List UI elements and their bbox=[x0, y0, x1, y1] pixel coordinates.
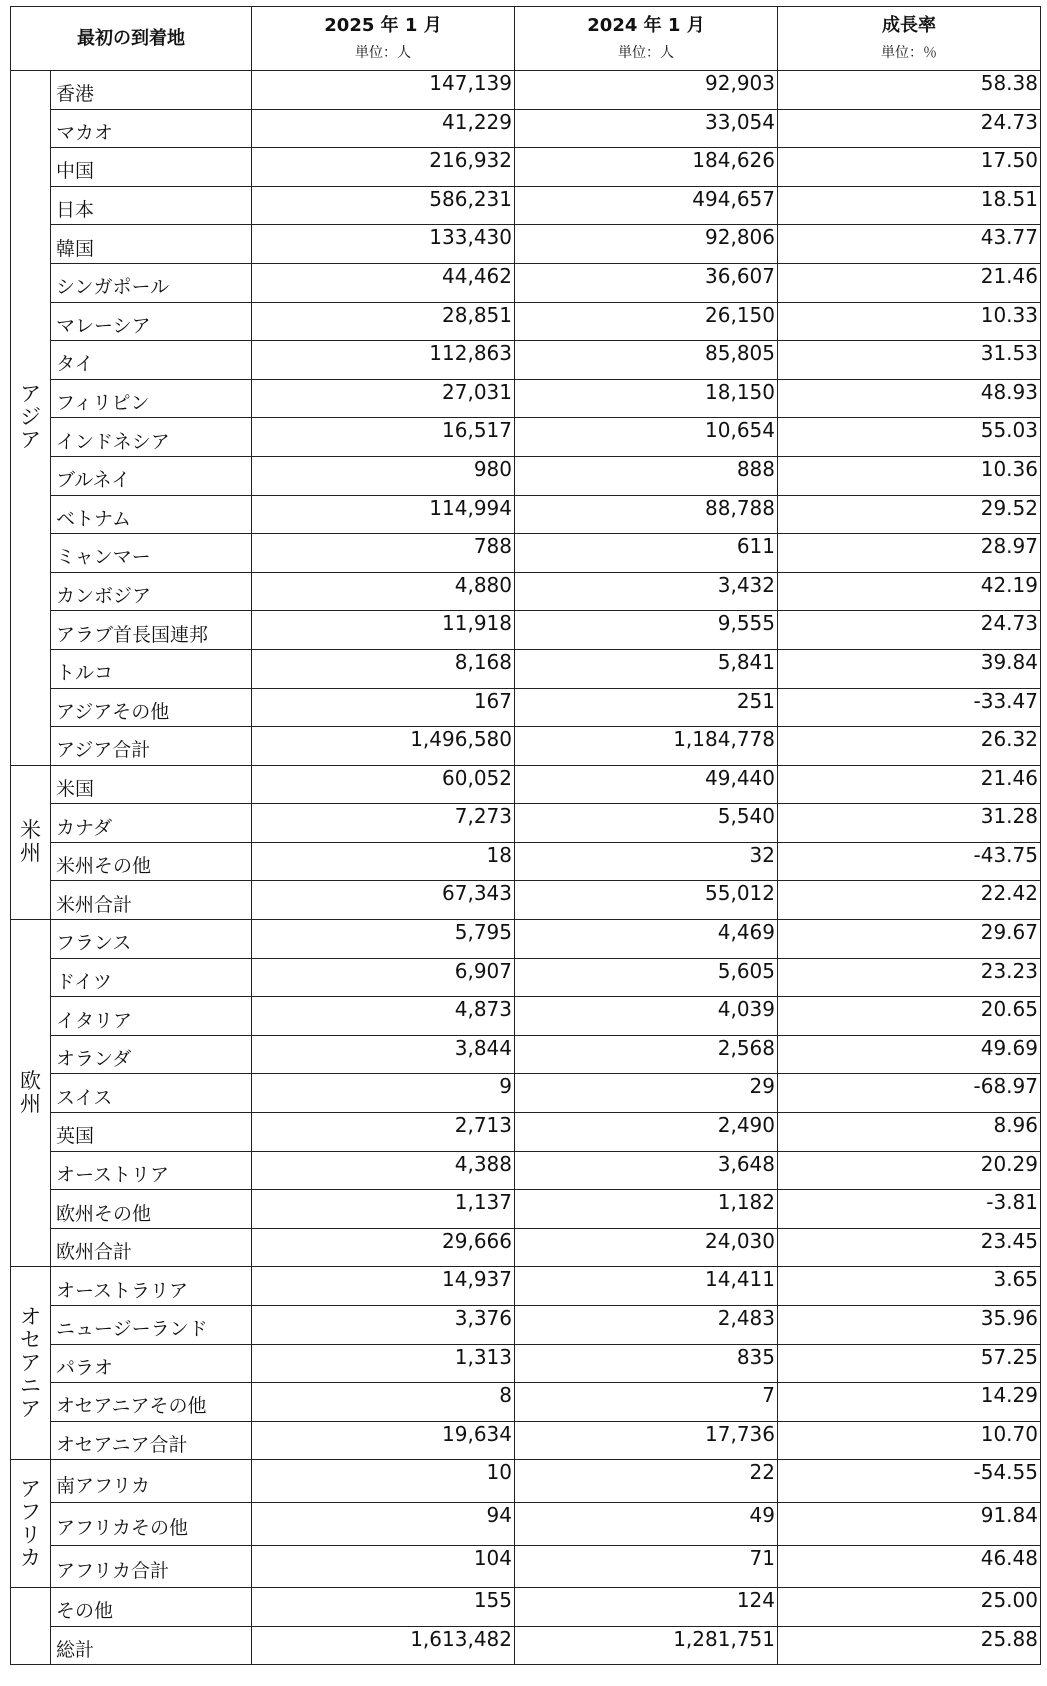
growth-rate: 57.25 bbox=[778, 1344, 1041, 1383]
country-name: 総計 bbox=[51, 1626, 252, 1665]
country-name: オセアニアその他 bbox=[51, 1383, 252, 1422]
growth-rate: 21.46 bbox=[778, 765, 1041, 804]
country-name: マカオ bbox=[51, 109, 252, 148]
header-2024-label: 2024 年 1 月 bbox=[587, 15, 705, 37]
region-label bbox=[11, 920, 51, 1267]
value-2024: 29 bbox=[515, 1074, 778, 1113]
country-name: 米州合計 bbox=[51, 881, 252, 920]
country-name: アジアその他 bbox=[51, 688, 252, 727]
value-2025: 14,937 bbox=[252, 1267, 515, 1306]
country-name: フランス bbox=[51, 920, 252, 959]
value-2025: 29,666 bbox=[252, 1228, 515, 1267]
value-2025: 9 bbox=[252, 1074, 515, 1113]
table-row bbox=[11, 379, 1041, 418]
header-growth-unit: 単位：％ bbox=[881, 44, 937, 61]
country-name: カンボジア bbox=[51, 572, 252, 611]
value-2024: 17,736 bbox=[515, 1421, 778, 1460]
value-2024: 124 bbox=[515, 1588, 778, 1627]
value-2024: 14,411 bbox=[515, 1267, 778, 1306]
table-row bbox=[11, 109, 1041, 148]
table-row bbox=[11, 418, 1041, 457]
value-2025: 216,932 bbox=[252, 148, 515, 187]
growth-rate: -54.55 bbox=[778, 1460, 1041, 1503]
country-name: 米国 bbox=[51, 765, 252, 804]
country-name: ベトナム bbox=[51, 495, 252, 534]
growth-rate: 39.84 bbox=[778, 649, 1041, 688]
table-row bbox=[11, 688, 1041, 727]
table-row bbox=[11, 1228, 1041, 1267]
value-2024: 184,626 bbox=[515, 148, 778, 187]
value-2025: 67,343 bbox=[252, 881, 515, 920]
value-2024: 7 bbox=[515, 1383, 778, 1422]
value-2024: 71 bbox=[515, 1545, 778, 1588]
value-2024: 5,605 bbox=[515, 958, 778, 997]
country-name: 欧州その他 bbox=[51, 1190, 252, 1229]
value-2024: 2,483 bbox=[515, 1306, 778, 1345]
table-row bbox=[11, 1588, 1041, 1627]
value-2025: 44,462 bbox=[252, 263, 515, 302]
growth-rate: 23.23 bbox=[778, 958, 1041, 997]
table-row bbox=[11, 1113, 1041, 1152]
country-name: 南アフリカ bbox=[51, 1460, 252, 1503]
value-2024: 18,150 bbox=[515, 379, 778, 418]
value-2025: 3,376 bbox=[252, 1306, 515, 1345]
table-row bbox=[11, 572, 1041, 611]
value-2025: 104 bbox=[252, 1545, 515, 1588]
growth-rate: 29.52 bbox=[778, 495, 1041, 534]
country-name: ブルネイ bbox=[51, 456, 252, 495]
table-row bbox=[11, 765, 1041, 804]
value-2024: 22 bbox=[515, 1460, 778, 1503]
table-row bbox=[11, 611, 1041, 650]
growth-rate: 29.67 bbox=[778, 920, 1041, 959]
value-2024: 88,788 bbox=[515, 495, 778, 534]
region-label bbox=[11, 1588, 51, 1665]
country-name: その他 bbox=[51, 1588, 252, 1627]
value-2025: 4,388 bbox=[252, 1151, 515, 1190]
growth-rate: 49.69 bbox=[778, 1035, 1041, 1074]
table-row bbox=[11, 1190, 1041, 1229]
country-name: 英国 bbox=[51, 1113, 252, 1152]
table-body bbox=[11, 71, 1041, 1665]
table-row bbox=[11, 302, 1041, 341]
value-2025: 133,430 bbox=[252, 225, 515, 264]
country-name: ニュージーランド bbox=[51, 1306, 252, 1345]
country-name: カナダ bbox=[51, 804, 252, 843]
country-name: トルコ bbox=[51, 649, 252, 688]
table-row bbox=[11, 186, 1041, 225]
value-2024: 9,555 bbox=[515, 611, 778, 650]
growth-rate: 31.28 bbox=[778, 804, 1041, 843]
region-name: アフリカ bbox=[20, 1476, 41, 1570]
growth-rate: 20.65 bbox=[778, 997, 1041, 1036]
value-2025: 4,880 bbox=[252, 572, 515, 611]
growth-rate: 10.70 bbox=[778, 1421, 1041, 1460]
country-name: フィリピン bbox=[51, 379, 252, 418]
country-name: シンガポール bbox=[51, 263, 252, 302]
header-2025-unit: 単位：人 bbox=[355, 44, 411, 61]
table-row bbox=[11, 1626, 1041, 1665]
value-2024: 1,281,751 bbox=[515, 1626, 778, 1665]
growth-rate: 91.84 bbox=[778, 1502, 1041, 1545]
country-name: ミャンマー bbox=[51, 534, 252, 573]
value-2024: 49,440 bbox=[515, 765, 778, 804]
value-2025: 10 bbox=[252, 1460, 515, 1503]
value-2024: 85,805 bbox=[515, 341, 778, 380]
table-row bbox=[11, 1306, 1041, 1345]
value-2025: 8 bbox=[252, 1383, 515, 1422]
growth-rate: 17.50 bbox=[778, 148, 1041, 187]
value-2024: 611 bbox=[515, 534, 778, 573]
table-row bbox=[11, 727, 1041, 766]
region-label bbox=[11, 1267, 51, 1460]
growth-rate: 18.51 bbox=[778, 186, 1041, 225]
value-2024: 2,568 bbox=[515, 1035, 778, 1074]
country-name: アラブ首長国連邦 bbox=[51, 611, 252, 650]
value-2024: 3,648 bbox=[515, 1151, 778, 1190]
growth-rate: 28.97 bbox=[778, 534, 1041, 573]
value-2025: 5,795 bbox=[252, 920, 515, 959]
value-2024: 835 bbox=[515, 1344, 778, 1383]
country-name: イタリア bbox=[51, 997, 252, 1036]
country-name: タイ bbox=[51, 341, 252, 380]
country-name: 中国 bbox=[51, 148, 252, 187]
table-row bbox=[11, 1344, 1041, 1383]
value-2024: 1,184,778 bbox=[515, 727, 778, 766]
growth-rate: -33.47 bbox=[778, 688, 1041, 727]
value-2024: 251 bbox=[515, 688, 778, 727]
country-name: アフリカその他 bbox=[51, 1502, 252, 1545]
growth-rate: 35.96 bbox=[778, 1306, 1041, 1345]
growth-rate: 10.33 bbox=[778, 302, 1041, 341]
table-row bbox=[11, 1545, 1041, 1588]
value-2024: 3,432 bbox=[515, 572, 778, 611]
country-name: パラオ bbox=[51, 1344, 252, 1383]
country-name: マレーシア bbox=[51, 302, 252, 341]
table-row bbox=[11, 1421, 1041, 1460]
table-row bbox=[11, 804, 1041, 843]
value-2024: 49 bbox=[515, 1502, 778, 1545]
header-2024 bbox=[515, 7, 778, 71]
growth-rate: 10.36 bbox=[778, 456, 1041, 495]
value-2025: 1,137 bbox=[252, 1190, 515, 1229]
value-2025: 4,873 bbox=[252, 997, 515, 1036]
growth-rate: 24.73 bbox=[778, 109, 1041, 148]
region-name: 米州 bbox=[20, 818, 41, 866]
value-2025: 155 bbox=[252, 1588, 515, 1627]
value-2025: 19,634 bbox=[252, 1421, 515, 1460]
value-2024: 92,903 bbox=[515, 71, 778, 110]
growth-rate: 8.96 bbox=[778, 1113, 1041, 1152]
value-2024: 24,030 bbox=[515, 1228, 778, 1267]
country-name: 欧州合計 bbox=[51, 1228, 252, 1267]
value-2025: 788 bbox=[252, 534, 515, 573]
country-name: アフリカ合計 bbox=[51, 1545, 252, 1588]
growth-rate: 48.93 bbox=[778, 379, 1041, 418]
value-2024: 4,039 bbox=[515, 997, 778, 1036]
arrivals-table bbox=[10, 6, 1041, 1665]
value-2025: 586,231 bbox=[252, 186, 515, 225]
header-2025 bbox=[252, 7, 515, 71]
value-2024: 32 bbox=[515, 842, 778, 881]
value-2024: 888 bbox=[515, 456, 778, 495]
table-row bbox=[11, 1460, 1041, 1503]
value-2024: 5,841 bbox=[515, 649, 778, 688]
value-2024: 55,012 bbox=[515, 881, 778, 920]
value-2024: 36,607 bbox=[515, 263, 778, 302]
value-2025: 980 bbox=[252, 456, 515, 495]
value-2025: 7,273 bbox=[252, 804, 515, 843]
growth-rate: 42.19 bbox=[778, 572, 1041, 611]
growth-rate: 55.03 bbox=[778, 418, 1041, 457]
region-label bbox=[11, 765, 51, 919]
table-row bbox=[11, 997, 1041, 1036]
header-2025-label: 2025 年 1 月 bbox=[324, 15, 442, 37]
table-row bbox=[11, 225, 1041, 264]
country-name: 米州その他 bbox=[51, 842, 252, 881]
growth-rate: -3.81 bbox=[778, 1190, 1041, 1229]
country-name: オランダ bbox=[51, 1035, 252, 1074]
value-2024: 92,806 bbox=[515, 225, 778, 264]
header-row bbox=[11, 7, 1041, 71]
value-2025: 60,052 bbox=[252, 765, 515, 804]
region-label bbox=[11, 71, 51, 766]
country-name: ドイツ bbox=[51, 958, 252, 997]
region-name: 欧州 bbox=[20, 1069, 41, 1117]
table-row bbox=[11, 71, 1041, 110]
value-2024: 2,490 bbox=[515, 1113, 778, 1152]
header-first-arrival: 最初の到着地 bbox=[11, 7, 252, 71]
table-row bbox=[11, 881, 1041, 920]
value-2025: 8,168 bbox=[252, 649, 515, 688]
value-2025: 11,918 bbox=[252, 611, 515, 650]
value-2024: 494,657 bbox=[515, 186, 778, 225]
region-name: オセアニア bbox=[20, 1304, 41, 1422]
value-2025: 27,031 bbox=[252, 379, 515, 418]
table-row bbox=[11, 1151, 1041, 1190]
growth-rate: 31.53 bbox=[778, 341, 1041, 380]
value-2025: 2,713 bbox=[252, 1113, 515, 1152]
growth-rate: 22.42 bbox=[778, 881, 1041, 920]
value-2025: 1,613,482 bbox=[252, 1626, 515, 1665]
value-2025: 3,844 bbox=[252, 1035, 515, 1074]
value-2025: 147,139 bbox=[252, 71, 515, 110]
table-row bbox=[11, 263, 1041, 302]
growth-rate: 26.32 bbox=[778, 727, 1041, 766]
value-2025: 1,496,580 bbox=[252, 727, 515, 766]
value-2025: 1,313 bbox=[252, 1344, 515, 1383]
growth-rate: -68.97 bbox=[778, 1074, 1041, 1113]
value-2024: 4,469 bbox=[515, 920, 778, 959]
country-name: 韓国 bbox=[51, 225, 252, 264]
value-2024: 1,182 bbox=[515, 1190, 778, 1229]
growth-rate: 25.00 bbox=[778, 1588, 1041, 1627]
growth-rate: 3.65 bbox=[778, 1267, 1041, 1306]
country-name: アジア合計 bbox=[51, 727, 252, 766]
value-2025: 16,517 bbox=[252, 418, 515, 457]
value-2024: 10,654 bbox=[515, 418, 778, 457]
table-row bbox=[11, 456, 1041, 495]
country-name: オセアニア合計 bbox=[51, 1421, 252, 1460]
country-name: オーストラリア bbox=[51, 1267, 252, 1306]
growth-rate: 21.46 bbox=[778, 263, 1041, 302]
growth-rate: 20.29 bbox=[778, 1151, 1041, 1190]
region-name: アジア bbox=[20, 382, 41, 453]
table-row bbox=[11, 1035, 1041, 1074]
growth-rate: 58.38 bbox=[778, 71, 1041, 110]
table-row bbox=[11, 1502, 1041, 1545]
table-row bbox=[11, 534, 1041, 573]
country-name: インドネシア bbox=[51, 418, 252, 457]
growth-rate: 24.73 bbox=[778, 611, 1041, 650]
header-growth-label: 成長率 bbox=[882, 15, 936, 37]
table-row bbox=[11, 842, 1041, 881]
country-name: オーストリア bbox=[51, 1151, 252, 1190]
table-row bbox=[11, 495, 1041, 534]
value-2025: 28,851 bbox=[252, 302, 515, 341]
growth-rate: 25.88 bbox=[778, 1626, 1041, 1665]
value-2025: 18 bbox=[252, 842, 515, 881]
country-name: スイス bbox=[51, 1074, 252, 1113]
country-name: 香港 bbox=[51, 71, 252, 110]
table-row bbox=[11, 649, 1041, 688]
table-row bbox=[11, 920, 1041, 959]
value-2024: 5,540 bbox=[515, 804, 778, 843]
value-2024: 33,054 bbox=[515, 109, 778, 148]
growth-rate: -43.75 bbox=[778, 842, 1041, 881]
country-name: 日本 bbox=[51, 186, 252, 225]
value-2025: 167 bbox=[252, 688, 515, 727]
value-2025: 114,994 bbox=[252, 495, 515, 534]
region-label bbox=[11, 1460, 51, 1588]
header-growth bbox=[778, 7, 1041, 71]
value-2025: 94 bbox=[252, 1502, 515, 1545]
table-row bbox=[11, 958, 1041, 997]
table-row bbox=[11, 1074, 1041, 1113]
growth-rate: 23.45 bbox=[778, 1228, 1041, 1267]
growth-rate: 46.48 bbox=[778, 1545, 1041, 1588]
table-row bbox=[11, 341, 1041, 380]
value-2025: 112,863 bbox=[252, 341, 515, 380]
value-2025: 6,907 bbox=[252, 958, 515, 997]
table-row bbox=[11, 1383, 1041, 1422]
value-2025: 41,229 bbox=[252, 109, 515, 148]
table-row bbox=[11, 1267, 1041, 1306]
value-2024: 26,150 bbox=[515, 302, 778, 341]
growth-rate: 43.77 bbox=[778, 225, 1041, 264]
header-2024-unit: 単位：人 bbox=[618, 44, 674, 61]
growth-rate: 14.29 bbox=[778, 1383, 1041, 1422]
table-row bbox=[11, 148, 1041, 187]
